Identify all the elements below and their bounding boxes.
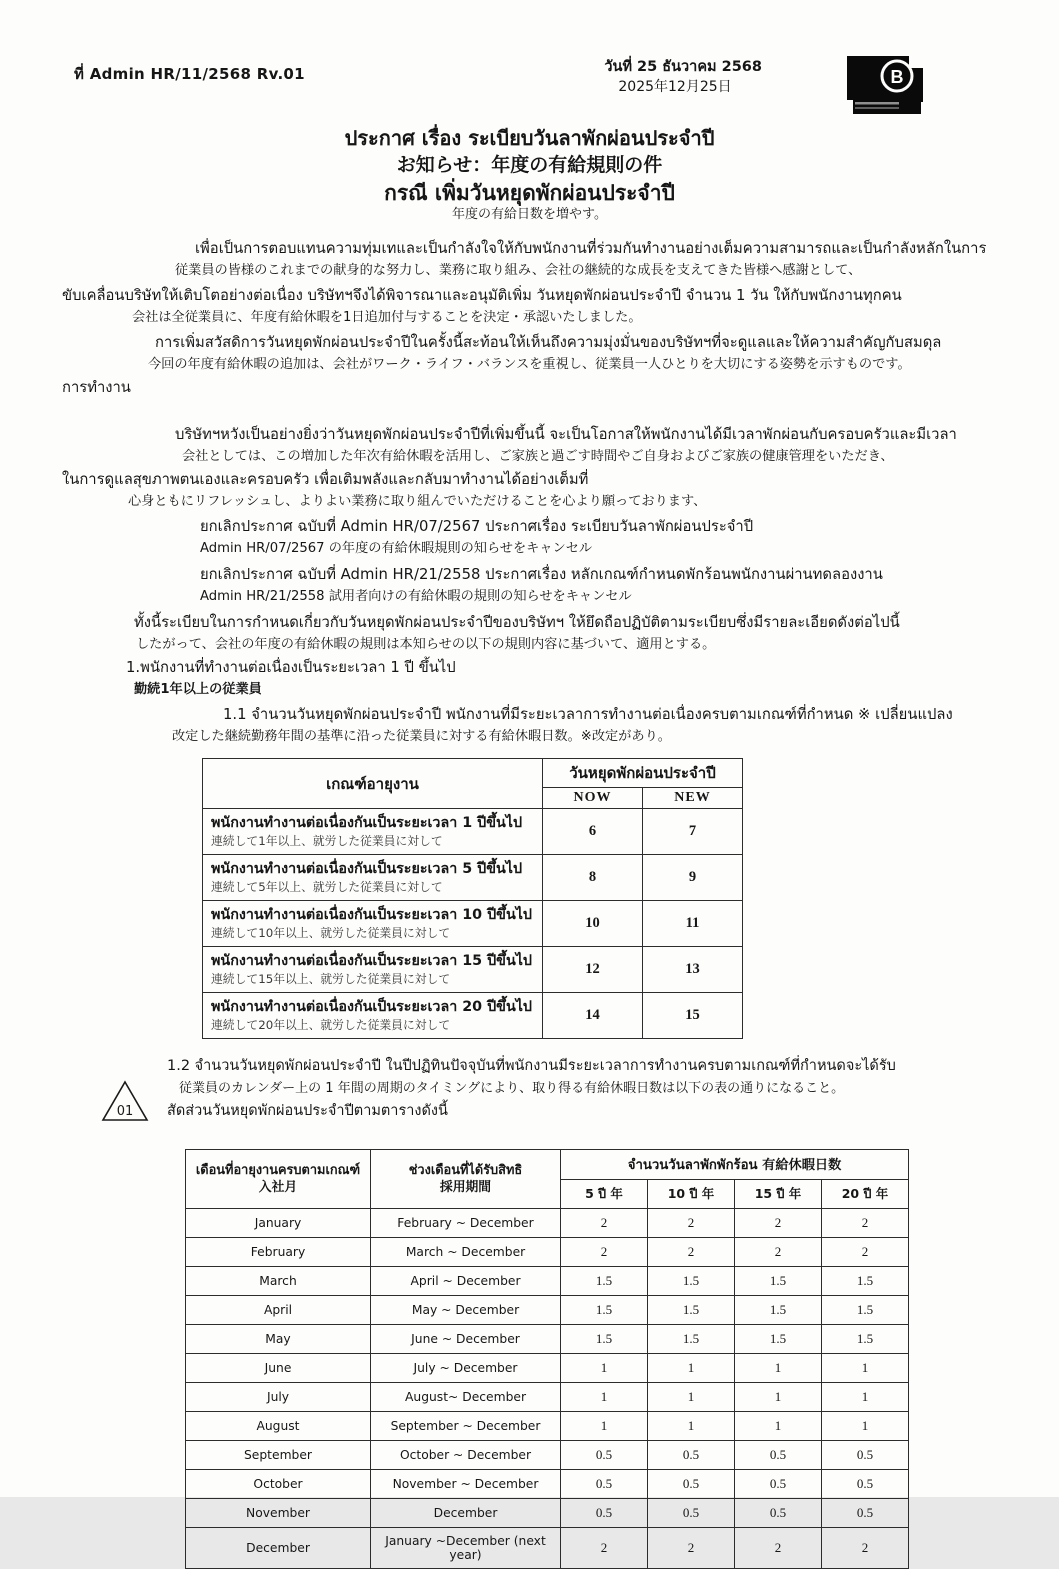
period-cell: March ~ December	[371, 1238, 561, 1267]
title-thai-1: ประกาศ เรื่อง ระเบียบวันลาพักผ่อนประจำปี	[344, 126, 715, 150]
body-line: 会社は全従業員に、年度有給休暇を1日追加付与することを決定・承認いたしました。	[132, 310, 642, 326]
days-value-cell: 1.5	[822, 1296, 909, 1325]
days-value-cell: 1	[735, 1412, 822, 1441]
month-cell: May	[186, 1325, 371, 1354]
new-column-header: NEW	[643, 788, 743, 809]
month-cell: September	[186, 1441, 371, 1470]
month-cell: August	[186, 1412, 371, 1441]
document-header	[62, 58, 997, 124]
body-line: ยกเลิกประกาศ ฉบับที่ Admin HR/07/2567 ประกาศเรื่อง ระเบียบวันลาพักผ่อนประจำปี	[200, 518, 754, 536]
days-value-cell: 0.5	[561, 1441, 648, 1470]
criteria-thai: พนักงานทำงานต่อเนื่องกันเป็นระยะเวลา 1 ปีขึ้นไป	[211, 815, 523, 832]
company-logo-icon	[845, 54, 925, 116]
body-line: การเพิ่มสวัสดิการวันหยุดพักผ่อนประจำปีในครั้งนี้สะท้อนให้เห็นถึงความมุ่งมั่นของบริษัทฯที่จะดูแลและให้ความสำคัญกับสมดุล	[155, 334, 942, 352]
body-line: การทำงาน	[62, 379, 131, 397]
proration-table	[185, 1149, 909, 1569]
criteria-japanese: 連続して5年以上、就労した従業員に対して	[211, 880, 443, 895]
days-value-cell: 0.5	[735, 1499, 822, 1528]
year-column-header: 20 ปี 年	[822, 1180, 909, 1209]
month-cell: April	[186, 1296, 371, 1325]
criteria-column-header: เกณฑ์อายุงาน	[203, 759, 543, 809]
proration-row	[186, 1412, 909, 1441]
period-cell: April ~ December	[371, 1267, 561, 1296]
body-line: 改定した継続勤務年間の基準に沿った従業員に対する有給休暇日数。※改定があり。	[172, 729, 671, 745]
days-value-cell: 1	[735, 1383, 822, 1412]
days-value-cell: 1	[561, 1383, 648, 1412]
days-value-cell: 2	[735, 1238, 822, 1267]
days-value-cell: 1.5	[648, 1267, 735, 1296]
date-thai: วันที่ 25 ธันวาคม 2568	[604, 59, 762, 75]
period-cell: May ~ December	[371, 1296, 561, 1325]
leave-days-table	[202, 758, 743, 1039]
days-value-cell: 1	[561, 1412, 648, 1441]
days-value-cell: 1.5	[561, 1325, 648, 1354]
days-value-cell: 2	[648, 1238, 735, 1267]
revision-triangle-icon	[100, 1079, 150, 1127]
criteria-thai: พนักงานทำงานต่อเนื่องกันเป็นระยะเวลา 10 ปีขึ้นไป	[211, 907, 532, 924]
body-line: 1.พนักงานที่ทำงานต่อเนื่องเป็นระยะเวลา 1 ปี ขึ้นไป	[126, 659, 456, 677]
period-cell: October ~ December	[371, 1441, 561, 1470]
month-column-header-japanese: 入社月	[258, 1180, 298, 1196]
proration-row	[186, 1470, 909, 1499]
period-cell: June ~ December	[371, 1325, 561, 1354]
criteria-thai: พนักงานทำงานต่อเนื่องกันเป็นระยะเวลา 20 ปีขึ้นไป	[211, 999, 532, 1016]
body-line: 勤続1年以上の従業員	[134, 682, 262, 698]
days-value-cell: 2	[822, 1238, 909, 1267]
days-value-cell: 0.5	[648, 1470, 735, 1499]
new-value: 11	[643, 901, 743, 947]
document-title-block	[62, 126, 997, 223]
period-column-header-japanese: 採用期間	[439, 1180, 492, 1196]
proration-row	[186, 1441, 909, 1470]
new-value: 13	[643, 947, 743, 993]
criteria-japanese: 連続して15年以上、就労した従業員に対して	[211, 972, 451, 987]
days-value-cell: 1	[822, 1412, 909, 1441]
period-column-header	[371, 1150, 561, 1209]
month-cell: July	[186, 1383, 371, 1412]
days-value-cell: 1	[648, 1354, 735, 1383]
body-line: Admin HR/21/2558 試用者向けの有給休暇の規則の知らせをキャンセル	[200, 589, 632, 605]
leave-days-row	[203, 809, 743, 855]
svg-text:01: 01	[116, 1104, 134, 1120]
days-value-cell: 0.5	[735, 1470, 822, 1499]
days-value-cell: 1.5	[648, 1325, 735, 1354]
period-cell: February ~ December	[371, 1209, 561, 1238]
proration-row	[186, 1325, 909, 1354]
proration-row	[186, 1354, 909, 1383]
leave-days-row	[203, 947, 743, 993]
days-value-cell: 1	[735, 1354, 822, 1383]
days-value-cell: 0.5	[561, 1499, 648, 1528]
criteria-thai: พนักงานทำงานต่อเนื่องกันเป็นระยะเวลา 5 ปีขึ้นไป	[211, 861, 523, 878]
now-value: 14	[543, 993, 643, 1039]
days-value-cell: 1.5	[648, 1296, 735, 1325]
proration-row	[186, 1209, 909, 1238]
now-value: 10	[543, 901, 643, 947]
month-cell: January	[186, 1209, 371, 1238]
days-value-cell: 1	[822, 1383, 909, 1412]
days-value-cell: 1.5	[735, 1267, 822, 1296]
new-value: 9	[643, 855, 743, 901]
leave-days-row	[203, 901, 743, 947]
month-cell: February	[186, 1238, 371, 1267]
month-cell: March	[186, 1267, 371, 1296]
title-thai-2: กรณี เพิ่มวันหยุดพักผ่อนประจำปี	[384, 180, 675, 205]
days-value-cell: 2	[735, 1209, 822, 1238]
date-block	[604, 58, 762, 96]
days-value-cell: 1	[648, 1383, 735, 1412]
days-value-cell: 2	[648, 1209, 735, 1238]
proration-row	[186, 1499, 909, 1528]
days-value-cell: 0.5	[822, 1470, 909, 1499]
days-value-cell: 2	[648, 1528, 735, 1569]
body-line: 心身ともにリフレッシュし、よりよい業務に取り組んでいただけることを心より願っております、	[128, 494, 707, 510]
days-value-cell: 2	[822, 1528, 909, 1569]
body-line: สัดส่วนวันหยุดพักผ่อนประจำปีตามตารางดังนี้	[167, 1103, 448, 1120]
body-line: ทั้งนี้ระเบียบในการกำหนดเกี่ยวกับวันหยุดพักผ่อนประจำปีของบริษัทฯ ให้ยึดถือปฏิบัติตามระเบียบซึ่งมีรายละเอียดดังต่อไปนี้	[134, 614, 900, 632]
days-value-cell: 0.5	[822, 1441, 909, 1470]
month-cell: October	[186, 1470, 371, 1499]
days-value-cell: 2	[561, 1238, 648, 1267]
body-line: 今回の年度有給休暇の追加は、会社がワーク・ライフ・バランスを重視し、従業員一人ひとりを大切にする姿勢を示すものです。	[148, 357, 911, 373]
days-value-cell: 2	[735, 1528, 822, 1569]
days-value-cell: 0.5	[822, 1499, 909, 1528]
period-cell: August~ December	[371, 1383, 561, 1412]
days-value-cell: 0.5	[735, 1441, 822, 1470]
body-line: したがって、会社の年度の有給休暇の規則は本知らせの以下の規則内容に基づいて、適用とする。	[136, 637, 716, 653]
leave-days-row	[203, 855, 743, 901]
days-value-cell: 2	[561, 1209, 648, 1238]
days-value-cell: 0.5	[648, 1441, 735, 1470]
days-value-cell: 1	[822, 1354, 909, 1383]
body-line: บริษัทฯหวังเป็นอย่างยิ่งว่าวันหยุดพักผ่อนประจำปีที่เพิ่มขึ้นนี้ จะเป็นโอกาสให้พนักงานได้มีเวลาพักผ่อนกับครอบครัวและมีเวลา	[175, 426, 957, 444]
criteria-japanese: 連続して20年以上、就労した従業員に対して	[211, 1018, 451, 1033]
body-line: ขับเคลื่อนบริษัทให้เติบโตอย่างต่อเนื่อง บริษัทฯจึงได้พิจารณาและอนุมัติเพิ่ม วันหยุดพักผ่อนประจำปี จำนวน 1 วัน ให้กับพนักงานทุกคน	[62, 287, 902, 305]
days-value-cell: 1.5	[822, 1267, 909, 1296]
new-value: 15	[643, 993, 743, 1039]
days-value-cell: 0.5	[648, 1499, 735, 1528]
days-value-cell: 1.5	[561, 1296, 648, 1325]
now-column-header: NOW	[543, 788, 643, 809]
now-value: 6	[543, 809, 643, 855]
body-line: 1.1 จำนวนวันหยุดพักผ่อนประจำปี พนักงานที่มีระยะเวลาการทำงานต่อเนื่องครบตามเกณฑ์ที่กำหนด ※ เปลี่ยนแปลง	[223, 706, 953, 724]
leave-days-row	[203, 993, 743, 1039]
period-cell: November ~ December	[371, 1470, 561, 1499]
days-value-cell: 1	[561, 1354, 648, 1383]
year-column-header: 15 ปี 年	[735, 1180, 822, 1209]
days-value-cell: 1	[648, 1412, 735, 1441]
month-column-header	[186, 1150, 371, 1209]
days-value-cell: 1.5	[822, 1325, 909, 1354]
company-logo	[845, 54, 925, 116]
leave-group-header: วันหยุดพักผ่อนประจำปี	[543, 759, 743, 788]
month-cell: November	[186, 1499, 371, 1528]
new-value: 7	[643, 809, 743, 855]
period-cell: September ~ December	[371, 1412, 561, 1441]
period-column-header-thai: ช่วงเดือนที่ได้รับสิทธิ	[408, 1163, 523, 1179]
period-cell: July ~ December	[371, 1354, 561, 1383]
days-value-cell: 1.5	[561, 1267, 648, 1296]
year-column-header: 10 ปี 年	[648, 1180, 735, 1209]
proration-row	[186, 1528, 909, 1569]
now-value: 8	[543, 855, 643, 901]
body-line: ยกเลิกประกาศ ฉบับที่ Admin HR/21/2558 ประกาศเรื่อง หลักเกณฑ์กำหนดพักร้อนพนักงานผ่านทดลองงาน	[200, 566, 883, 584]
body-line: Admin HR/07/2567 の年度の有給休暇規則の知らせをキャンセル	[200, 541, 593, 557]
document-number: ที่ Admin HR/11/2568 Rv.01	[74, 65, 305, 83]
month-cell: December	[186, 1528, 371, 1569]
proration-row	[186, 1267, 909, 1296]
body-line: 従業員の皆様のこれまでの献身的な努力し、業務に取り組み、会社の継続的な成長を支えてきた皆様へ感謝として、	[175, 263, 862, 279]
criteria-thai: พนักงานทำงานต่อเนื่องกันเป็นระยะเวลา 15 ปีขึ้นไป	[211, 953, 532, 970]
period-cell: December	[371, 1499, 561, 1528]
days-value-cell: 1.5	[735, 1325, 822, 1354]
body-text	[62, 237, 997, 748]
body-line: เพื่อเป็นการตอบแทนความทุ่มเทและเป็นกำลังใจให้กับพนักงานที่ร่วมกันทำงานอย่างเต็มความสามารถและเป็นกำลังหลักในการ	[195, 240, 987, 258]
proration-row	[186, 1238, 909, 1267]
month-cell: June	[186, 1354, 371, 1383]
month-column-header-thai: เดือนที่อายุงานครบตามเกณฑ์	[195, 1163, 361, 1179]
criteria-japanese: 連続して1年以上、就労した従業員に対して	[211, 834, 443, 849]
year-column-header: 5 ปี 年	[561, 1180, 648, 1209]
days-value-cell: 1.5	[735, 1296, 822, 1325]
criteria-japanese: 連続して10年以上、就労した従業員に対して	[211, 926, 451, 941]
period-cell: January ~December (next year)	[371, 1528, 561, 1569]
days-value-cell: 0.5	[561, 1470, 648, 1499]
title-japanese-1: お知らせ：年度の有給規則の件	[396, 154, 663, 176]
body-line: 会社としては、この増加した年次有給休暇を活用し、ご家族と過ごす時間やご自身およびご家族の健康管理をいただき、	[182, 449, 894, 465]
svg-text:B: B	[890, 67, 904, 87]
proration-row	[186, 1296, 909, 1325]
title-japanese-2: 年度の有給日数を増やす。	[452, 207, 607, 222]
days-value-cell: 2	[822, 1209, 909, 1238]
body-line: 従業員のカレンダー上の 1 年間の周期のタイミングにより、取り得る有給休暇日数は以下の表の通りになること。	[179, 1081, 845, 1097]
section-1-2-text	[167, 1055, 997, 1123]
now-value: 12	[543, 947, 643, 993]
body-line: 1.2 จำนวนวันหยุดพักผ่อนประจำปี ในปีปฏิทินปัจจุบันที่พนักงานมีระยะเวลาการทำงานครบตามเกณฑ์ที่กำหนดจะได้รับ	[167, 1058, 896, 1075]
date-japanese: 2025年12月25日	[618, 78, 732, 95]
proration-row	[186, 1383, 909, 1412]
days-value-cell: 2	[561, 1528, 648, 1569]
body-line: ในการดูแลสุขภาพตนเองและครอบครัว เพื่อเติมพลังและกลับมาทำงานได้อย่างเต็มที่	[62, 471, 589, 489]
days-group-header: จำนวนวันลาพักพักร้อน 有給休暇日数	[561, 1150, 909, 1180]
section-1-2	[62, 1055, 997, 1133]
